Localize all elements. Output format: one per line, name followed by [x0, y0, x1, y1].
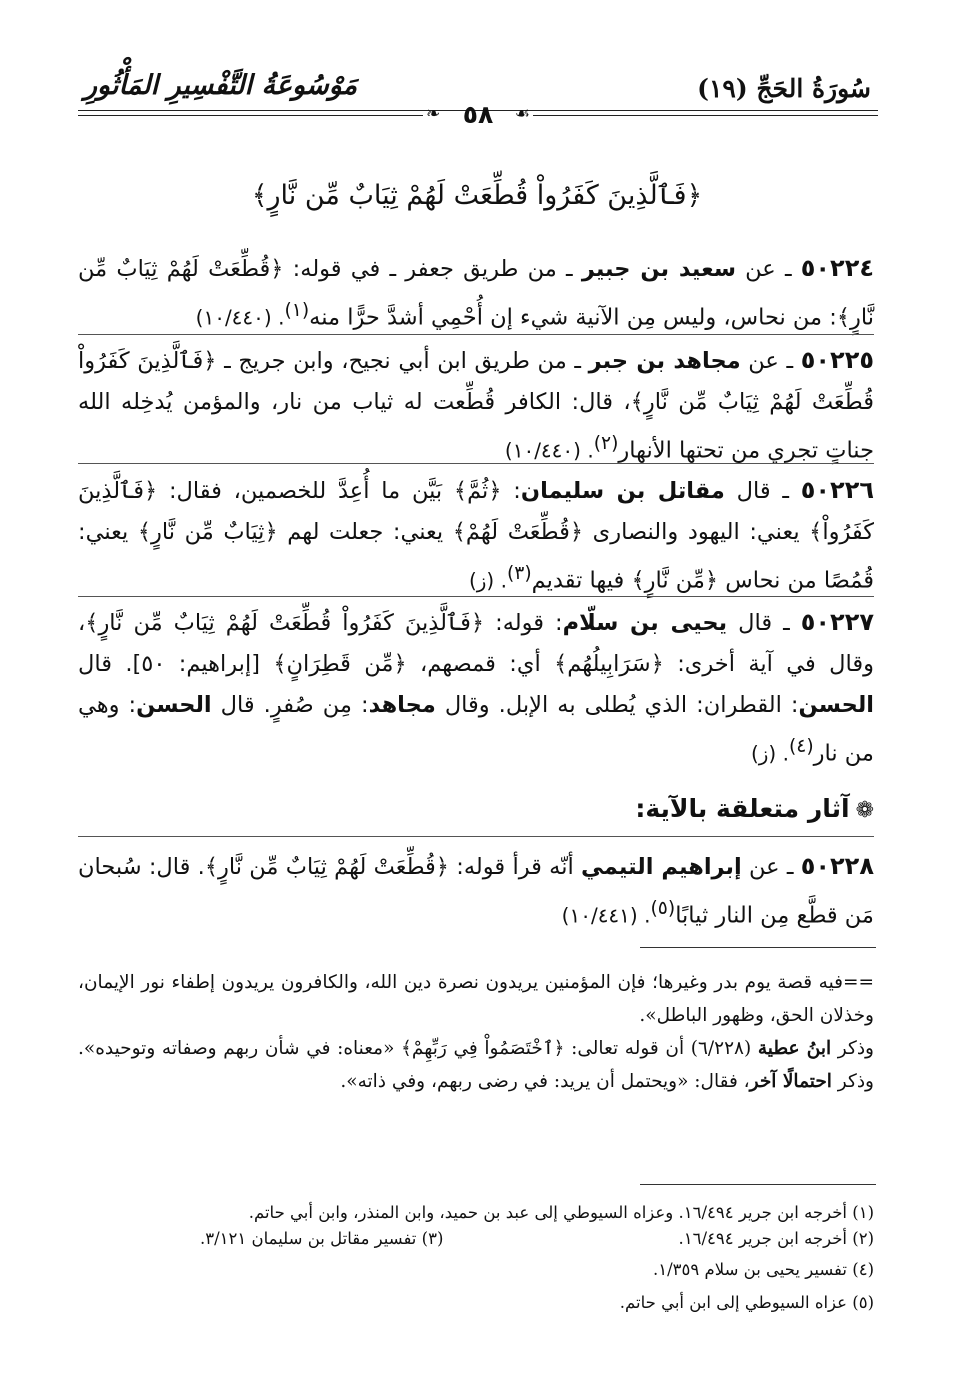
- note-text: (٦/٢٢٨) أن قوله تعالى: ﴿ٱخْتَصَمُواْ فِي رَبِّهِمْ﴾ «معناه: في شأن ربهم وصفاته وتوحيده». وذكر: [78, 1038, 874, 1092]
- note-emphasis: احتمالًا آخر: [749, 1071, 832, 1092]
- divider: [78, 463, 874, 464]
- footnote-marker: (٥): [650, 898, 676, 919]
- footnote-4: (٤) تفسير يحيى بن سلام ١/٣٥٩.: [653, 1260, 874, 1279]
- narration-50228: [78, 846, 874, 937]
- footnote-2: (٢) أخرجه ابن جرير ١٦/٤٩٤.: [678, 1229, 874, 1248]
- narration-text: ـ من طريق ابن أبي نجيح، وابن جريج ـ ﴿فَٱلَّذِينَ كَفَرُواْ قُطِّعَتْ لَهُمْ ثِيَابٌ مِّن نَّارٍ﴾، قال: الكافر قُطِّعت له ثياب من نار، والمؤمن يُدخِله الله جناتٍ تجري من تحتها الأنهار: [78, 348, 874, 464]
- note-separator: [640, 947, 876, 948]
- divider: [78, 836, 874, 837]
- footnote-5: (٥) عزاه السيوطي إلى ابن أبي حاتم.: [619, 1293, 874, 1312]
- footnote-1: (١) أخرجه ابن جرير ١٦/٤٩٤. وعزاه السيوطي إلى عبد بن حميد، وابن المنذر، وابن أبي حاتم.: [248, 1203, 874, 1222]
- footnote-marker: (٣): [506, 563, 532, 584]
- continuation-note: [78, 966, 874, 1098]
- narration-50224: [78, 248, 874, 339]
- reference: . (ز): [750, 741, 789, 766]
- narrator-name: سعيد بن جبير: [581, 256, 736, 282]
- narrator-name: مجاهد بن جبر: [588, 348, 741, 374]
- narration-text: ـ قال: [724, 478, 801, 504]
- section-heading-text: آثار متعلقة بالآية:: [635, 794, 850, 823]
- section-heading: [78, 794, 874, 823]
- narrator-name: مقاتل بن سليمان: [520, 478, 725, 504]
- narration-text: : قوله: ﴿فَٱلَّذِينَ كَفَرُواْ قُطِّعَتْ لَهُمْ ثِيَابٌ مِّن نَّارٍ﴾، وقال في آية أخرى: ﴿سَرَابِيلُهُم﴾ أي: قمصهم، ﴿مِّن قَطِرَانٍ﴾ [إبراهيم: ٥٠]. قال: [78, 610, 874, 677]
- reference: . (١٠/٤٤٠): [195, 305, 285, 330]
- narration-text: ـ عن: [741, 854, 801, 880]
- narration-text: ـ عن: [740, 348, 801, 374]
- reference: . (ز): [468, 568, 507, 593]
- narration-number: ٥٠٢٢٤: [800, 254, 874, 282]
- reference: . (١٠/٤٤٠): [504, 438, 594, 463]
- scholar-name: ابنُ عطية: [757, 1038, 832, 1059]
- flower-ornament-icon: ❁: [855, 798, 874, 823]
- narrator-name: مجاهد: [368, 692, 436, 718]
- page-number-row: [78, 100, 878, 132]
- narration-number: ٥٠٢٢٧: [800, 608, 874, 636]
- note-text: ، فقال: «ويحتمل أن يريد: في رضى ربهم، وفي ذاته».: [340, 1071, 750, 1092]
- narration-number: ٥٠٢٢٨: [800, 852, 874, 880]
- note-paragraph: ==فيه قصة يوم بدر وغيرها؛ فإن المؤمنين يريدون نصرة دين الله، والكافرون يريدون إطفاء نور الإيمان، وخذلان الحق، وظهور الباطل».: [78, 972, 874, 1026]
- note-paragraph: [78, 1032, 874, 1098]
- narrator-name: الحسن: [798, 692, 875, 718]
- narration-number: ٥٠٢٢٥: [800, 346, 874, 374]
- narrator-name: إبراهيم التيمي: [581, 854, 742, 880]
- verse-number: (١٩): [697, 74, 748, 103]
- page-rule-right: [533, 115, 878, 116]
- narration-50225: [78, 340, 874, 472]
- reference: . (١٠/٤٤١): [561, 903, 651, 928]
- narration-text: أنّه قرأ قوله: ﴿قُطِّعَتْ لَهُمْ ثِيَابٌ مِّن نَّارٍ﴾. قال: سُبحان مَن قطَّع مِن النار ثيابًا: [78, 854, 874, 929]
- page-number: ٥٨: [462, 100, 494, 129]
- footnote-separator: [640, 1184, 876, 1185]
- ornament-left-icon: ❧: [426, 104, 441, 124]
- narration-text: ـ عن: [735, 256, 801, 282]
- narration-text: : مِن صُفرٍ. قال: [211, 692, 369, 718]
- footnote-marker: (٢): [593, 433, 619, 454]
- divider: [78, 334, 874, 335]
- verse-heading: ﴿فَٱلَّذِينَ كَفَرُواْ قُطِّعَتْ لَهُمْ ثِيَابٌ مِّن نَّارٍ﴾: [251, 180, 703, 211]
- divider: [78, 596, 874, 597]
- narration-text: : القطران: الذي يُطلى به الإبل. وقال: [435, 692, 799, 718]
- narrator-name: الحسن: [136, 692, 212, 718]
- book-title: مَوْسُوعَةُ التَّفْسِيرِ المَأْثُورِ: [84, 70, 358, 101]
- narration-number: ٥٠٢٢٦: [800, 476, 874, 504]
- footnote-marker: (١): [284, 300, 310, 321]
- narration-text: ـ من طريق جعفر ـ في قوله: ﴿قُطِّعَتْ لَهُمْ ثِيَابٌ مِّن نَّارٍ﴾: من نحاس، وليس مِن الآنية شيء إن أُحْمِي أشدَّ حرًّا منه: [78, 256, 874, 331]
- ornament-right-icon: ☙: [514, 104, 530, 124]
- narration-text: : وهي من نار: [78, 692, 874, 767]
- narration-text: : ﴿ثُمَّ﴾ بَيَّن ما أُعِدَّ للخصمين، فقال: ﴿فَٱلَّذِينَ كَفَرُواْ﴾ يعني: اليهود والنصارى ﴿قُطِّعَتْ لَهُمْ﴾ يعني: جعلت لهم ﴿ثِيَابٌ مِّن نَّارٍ﴾ يعني: قُمُصًا من نحاس ﴿مِّن نَّارٍ﴾ فيها تقديم: [78, 478, 874, 594]
- narrator-name: يحيى بن سلّام: [562, 610, 728, 636]
- footnote-3: (٣) تفسير مقاتل بن سليمان ٣/١٢١.: [200, 1229, 444, 1248]
- surah-heading: [697, 74, 871, 103]
- narration-50226: [78, 470, 874, 602]
- surah-name: سُورَةُ الحَجِّ: [756, 74, 871, 103]
- footnote-marker: (٤): [788, 736, 814, 757]
- narration-text: ـ قال: [727, 610, 801, 636]
- narration-50227: [78, 602, 874, 775]
- note-text: وذكر: [831, 1038, 874, 1059]
